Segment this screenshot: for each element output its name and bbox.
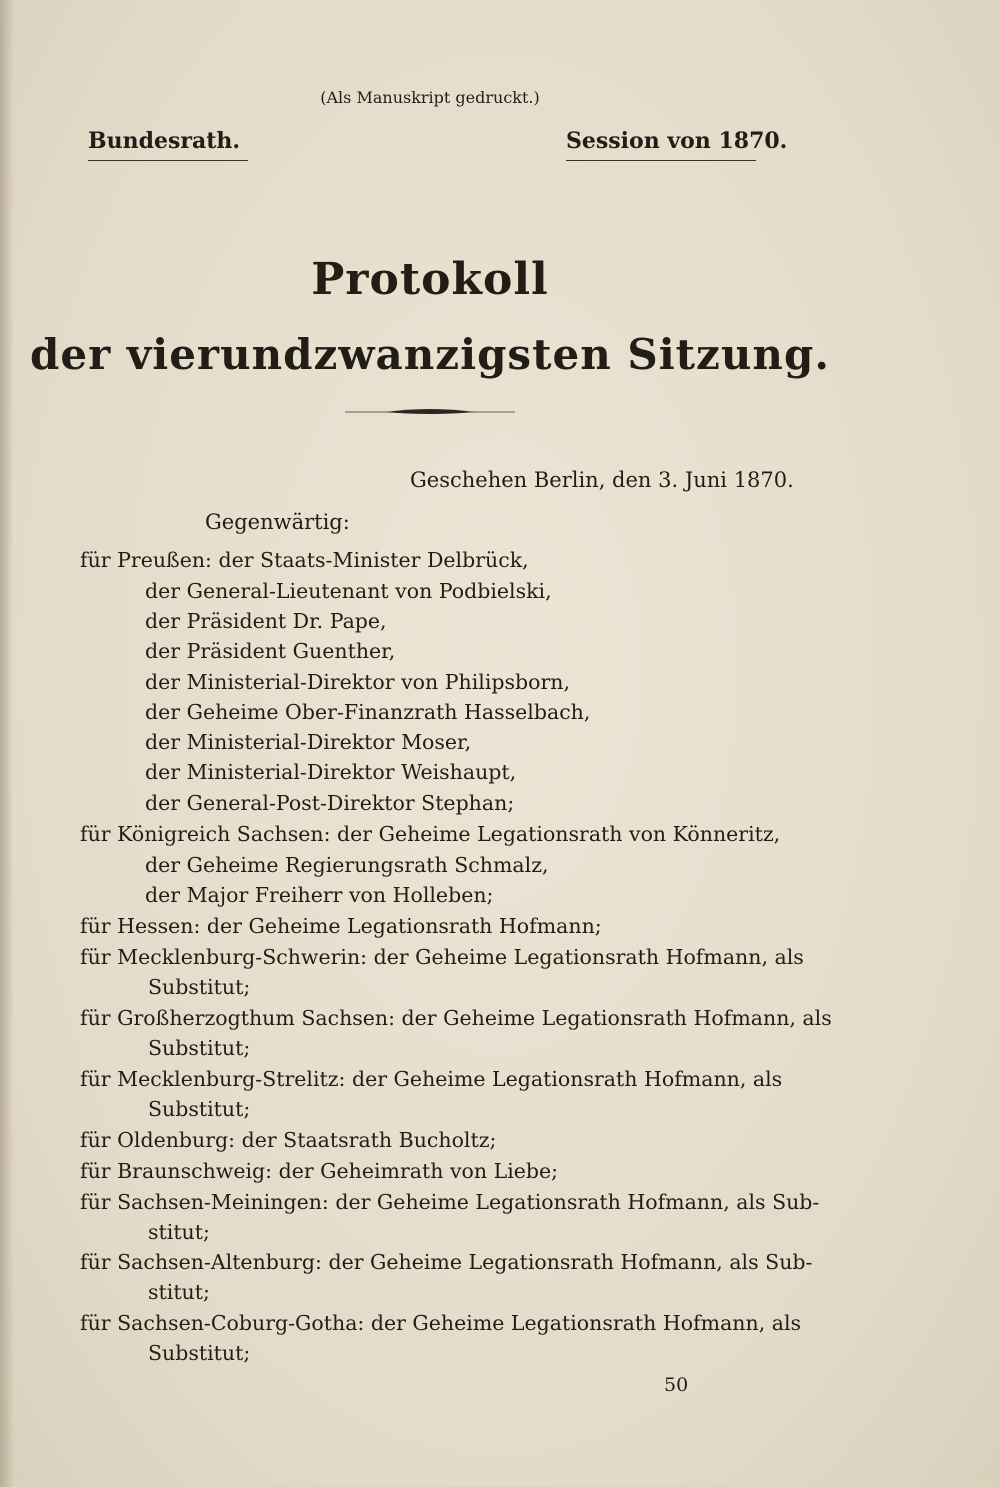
attendee-line: für Oldenburg: der Staatsrath Bucholtz;	[80, 1128, 497, 1152]
title-line-1: Protokoll	[311, 254, 549, 305]
attendee-line: der Präsident Guenther,	[145, 639, 396, 663]
attendee-line: für Großherzogthum Sachsen: der Geheime Legationsrath Hofmann, als	[80, 1006, 832, 1030]
attendee-line: für Mecklenburg-Strelitz: der Geheime Legationsrath Hofmann, als	[80, 1067, 783, 1091]
ornament-rule	[345, 405, 515, 419]
attendee-line: der Geheime Regierungsrath Schmalz,	[145, 853, 549, 877]
attendee-line: der Präsident Dr. Pape,	[145, 609, 387, 633]
attendee-line: Substitut;	[148, 1097, 251, 1121]
header-rule-right	[566, 160, 756, 161]
attendee-line: Substitut;	[148, 1341, 251, 1365]
attendee-line: für Preußen: der Staats-Minister Delbrück,	[80, 548, 529, 572]
attendee-line: stitut;	[148, 1220, 210, 1244]
attendee-line: Substitut;	[148, 1036, 251, 1060]
attendee-line: der Ministerial-Direktor Weishaupt,	[145, 760, 517, 784]
attendee-line: für Braunschweig: der Geheimrath von Liebe;	[80, 1159, 559, 1183]
attendee-line: für Sachsen-Altenburg: der Geheime Legationsrath Hofmann, als Sub-	[80, 1250, 813, 1274]
title-line-2: der vierundzwanzigsten Sitzung.	[30, 330, 830, 379]
header-rule-left	[88, 160, 248, 161]
attendee-line: für Hessen: der Geheime Legationsrath Hofmann;	[80, 914, 602, 938]
attendee-line: für Sachsen-Meiningen: der Geheime Legationsrath Hofmann, als Sub-	[80, 1190, 820, 1214]
attendee-line: für Mecklenburg-Schwerin: der Geheime Legationsrath Hofmann, als	[80, 945, 804, 969]
manuscript-note: (Als Manuskript gedruckt.)	[320, 88, 540, 107]
attendee-line: der General-Lieutenant von Podbielski,	[145, 579, 552, 603]
dateline: Geschehen Berlin, den 3. Juni 1870.	[410, 468, 794, 492]
page-number: 50	[664, 1374, 689, 1396]
attendee-line: der General-Post-Direktor Stephan;	[145, 791, 515, 815]
attendee-line: Substitut;	[148, 975, 251, 999]
present-label: Gegenwärtig:	[205, 510, 350, 534]
attendee-line: für Königreich Sachsen: der Geheime Legationsrath von Könneritz,	[80, 822, 781, 846]
attendee-line: der Geheime Ober-Finanzrath Hasselbach,	[145, 700, 591, 724]
attendee-line: stitut;	[148, 1280, 210, 1304]
header-right: Session von 1870.	[566, 128, 788, 154]
attendee-line: der Major Freiherr von Holleben;	[145, 883, 494, 907]
attendee-line: für Sachsen-Coburg-Gotha: der Geheime Legationsrath Hofmann, als	[80, 1311, 802, 1335]
header-left: Bundesrath.	[88, 128, 241, 154]
page-edge-shadow	[0, 0, 14, 1487]
attendee-line: der Ministerial-Direktor Moser,	[145, 730, 472, 754]
attendee-line: der Ministerial-Direktor von Philipsborn,	[145, 670, 571, 694]
